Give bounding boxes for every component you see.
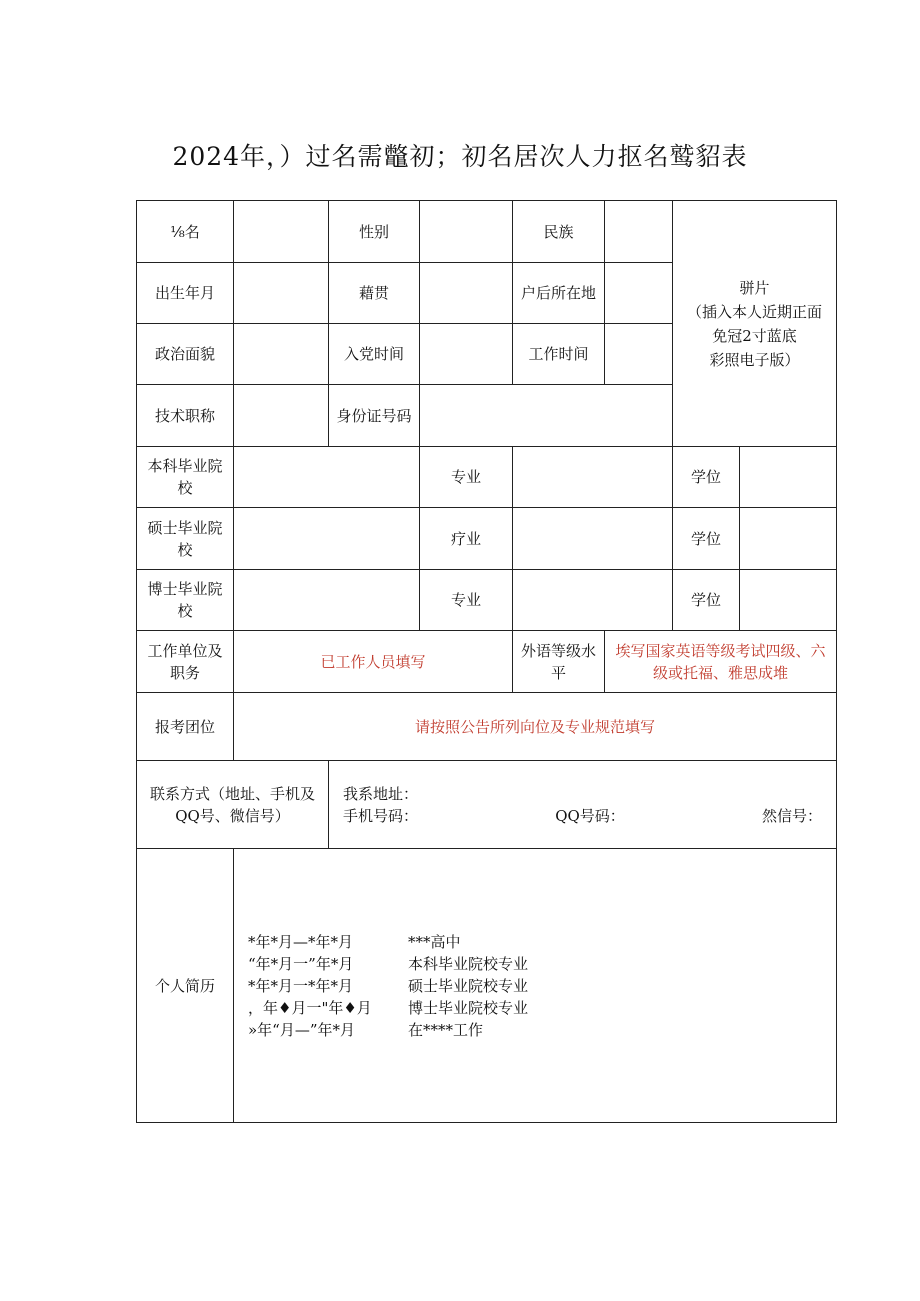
resume-text: 在****工作 [408,1020,484,1039]
foreign-lang-label: 外语等级水平 [513,631,605,693]
major3-label: 专业 [420,570,513,631]
photo-line1: 骈片 [739,278,770,297]
major2-label: 疗业 [420,508,513,570]
doctor-label: 博士毕业院校 [137,570,234,631]
birth-field[interactable] [234,263,329,324]
tech-title-field[interactable] [234,385,329,447]
resume-text: 硕士毕业院校专业 [408,976,529,995]
name-label: ⅛名 [137,201,234,263]
contact-label: 联系方式（地址、手机及QQ号、微信号） [137,761,329,849]
contact-field[interactable] [329,761,837,849]
resume-text: 本科毕业院校专业 [408,954,529,973]
foreign-lang-field[interactable]: 埃写国家英语等级考试四级、六级或托福、雅思成堆 [605,631,837,693]
work-time-label: 工作时间 [513,324,605,385]
degree2-field[interactable] [740,508,837,570]
resume-date: *年*月—*年*月 [248,932,354,951]
native-field[interactable] [420,263,513,324]
resume-entry [248,1019,832,1041]
contact-address: 我系地址： [343,784,419,803]
tech-title-label: 技术职称 [137,385,234,447]
photo-box[interactable] [673,201,837,447]
resume-text: 博士毕业院校专业 [408,998,529,1017]
household-field[interactable] [605,263,673,324]
join-party-label: 入党时间 [329,324,420,385]
political-label: 政治面貌 [137,324,234,385]
resume-entry [248,953,832,975]
gender-label: 性别 [329,201,420,263]
photo-line2: （插入本人近期正面 [687,302,823,321]
bachelor-field[interactable] [234,447,420,508]
resume-entry [248,997,832,1019]
major2-field[interactable] [513,508,673,570]
native-label: 藉贯 [329,263,420,324]
resume-date: “年*月一”年*月 [248,954,354,973]
political-field[interactable] [234,324,329,385]
photo-line3: 免冠2寸蓝底 [712,326,797,345]
bachelor-label: 本科毕业院校 [137,447,234,508]
master-field[interactable] [234,508,420,570]
major1-field[interactable] [513,447,673,508]
resume-entry [248,931,832,953]
apply-pos-field[interactable]: 请按照公告所列向位及专业规范填写 [234,693,837,761]
contact-qq: QQ号码： [555,806,625,825]
join-party-field[interactable] [420,324,513,385]
degree3-field[interactable] [740,570,837,631]
resume-date: ，年♦月一"年♦月 [248,998,372,1017]
resume-entry [248,975,832,997]
resume-text: ***高中 [408,932,461,951]
resume-label: 个人简历 [137,849,234,1123]
household-label: 户后所在地 [513,263,605,324]
contact-wechat: 然信号： [762,806,823,825]
name-field[interactable] [234,201,329,263]
major1-label: 专业 [420,447,513,508]
birth-label: 出生年月 [137,263,234,324]
gender-field[interactable] [420,201,513,263]
work-time-field[interactable] [605,324,673,385]
contact-phone: 手机号码： [343,806,419,825]
degree2-label: 学位 [673,508,740,570]
registration-form [136,200,837,1123]
apply-pos-label: 报考团位 [137,693,234,761]
employer-label: 工作单位及职务 [137,631,234,693]
degree3-label: 学位 [673,570,740,631]
degree1-label: 学位 [673,447,740,508]
page-title: 2024年，）过名需鼈初；初名居次人力抠名鹫貂表 [172,142,748,171]
photo-line4: 彩照电子版） [709,350,800,369]
id-number-field[interactable] [420,385,673,447]
ethnicity-label: 民族 [513,201,605,263]
doctor-field[interactable] [234,570,420,631]
resume-date: »年“月—”年*月 [248,1020,356,1039]
resume-date: *年*月一*年*月 [248,976,354,995]
ethnicity-field[interactable] [605,201,673,263]
master-label: 硕士毕业院校 [137,508,234,570]
resume-field[interactable] [234,849,837,1123]
employer-field[interactable]: 已工作人员填写 [234,631,513,693]
degree1-field[interactable] [740,447,837,508]
id-number-label: 身份证号码 [329,385,420,447]
major3-field[interactable] [513,570,673,631]
